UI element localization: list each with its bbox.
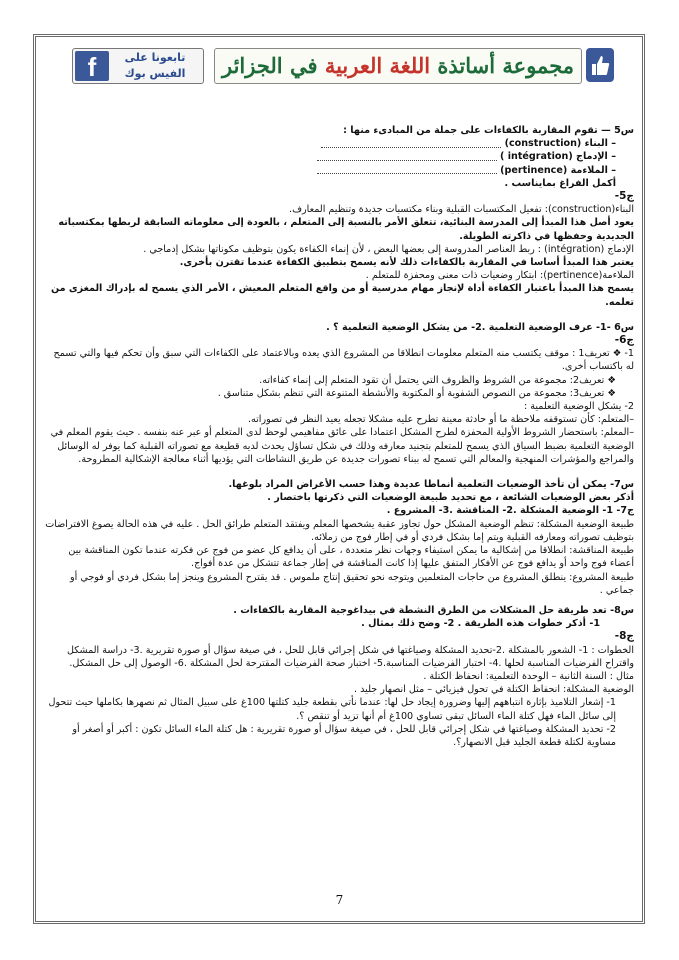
question-8-parts: 1- أذكر خطوات هذه الطريقة . 2- وضح ذلك بمثال .	[361, 618, 600, 630]
group-banner	[214, 48, 582, 84]
principle-construction: – البناء (construction)	[44, 137, 634, 150]
page-header	[68, 44, 614, 90]
facebook-f-icon: f	[75, 51, 109, 81]
question-7: س7- يمكن أن تأخذ الوضعيات التعلمية أنماطا عديدة وهذا حسب الأغراض المراد بلوغها.	[228, 479, 634, 491]
answer-8-steps: الخطوات : 1- الشعور بالمشكلة .2-تحديد المشكلة وصياغتها في شكل إجرائي قابل للحل ، في صيغة سؤال أو صورة تقريرية .3- دراسة المشكل واقتراح الفرضيات المناسبة لحلها .4- اختبار الفرضيات المناسبة.5- اختبار صحة الفرضيات المقترحة لحل المشكلة .6- الوصول إلى حل المشكل.	[66, 644, 634, 669]
banner-part1: مجموعة أساتذة	[430, 53, 574, 78]
fill-blank	[317, 152, 497, 161]
answer-6-def3: ❖ تعريف3: مجموعة من النصوص الشفوية أو المكتوبة والأنشطة المتنوعة التي تنظم بشكل متناسق .	[217, 387, 616, 399]
answer-5-integration: الإدماج (intégration) : ربط العناصر المدروسة إلى بعضها البعض ، لأن إنماء الكفاءة يكون بتوظيف مكوناتها بشكل إدماجي .	[143, 243, 634, 255]
answer-5-label: ج5-	[614, 190, 634, 203]
answer-7-discussion: طبيعة المناقشة: انطلاقا من إشكالية ما يمكن استيفاء وجهات نظر متعددة ، على أن يدافع كل عضو من فوج عن فكرته عندما تكون المناقشة بين أعضاء فوج واحد أو يدافع فوج عن الأفكار المتفق عليها إذا كانت المناقشة في إطار جماعة تتشكل من عدة أفواج.	[68, 545, 634, 570]
answer-5-pertinence-note: يسمح هذا المبدأ باعتبار الكفاءة أداة لإنجاز مهام مدرسية أو من واقع المتعلم المعيش ، الأمر الذي يسمح له بإدراك المغزى من تعلمه.	[50, 283, 634, 308]
document-body	[44, 124, 634, 749]
question-5: س5 — تقوم المقاربة بالكفاءات على جملة من المبادىء منها :	[343, 125, 634, 136]
answer-5-construction-note: يعود أصل هذا المبدأ إلى المدرسة البنائية، تتعلق الأمر بالنسبة إلى المتعلم ، بالعودة إلى معلوماته السابقة لربطها بمكتسباته الجديدية وحفظها في ذاكرته الطويلة.	[58, 217, 634, 242]
answer-6-part2: 2- يشكل الوضعية التعلمية :	[523, 401, 634, 413]
facebook-follow-line1: تابعونا على	[124, 51, 186, 64]
answer-7-project: طبيعة المشروع: ينطلق المشروع من حاجات المتعلمين ويتوجه نحو تحقيق إنتاج ملموس . قد يقترح المشروع وينجز إما بشكل فردي أو فوجي أو جماعي .	[70, 571, 634, 596]
banner-part2: اللغة العربية	[324, 53, 431, 78]
answer-6-def2: ❖ تعريف2: مجموعة من الشروط والظروف التي يحتمل أن تقود المتعلم إلى إنماء كفاءاته.	[259, 374, 616, 386]
answer-6-teacher: –المعلم: باستحضار الشروط الأولية المحفزة لطرح المشكل اعتمادا على عائق مفاهيمي لوحظ لدى المتعلم أو عبر عنه بنفسه . حيث يقوم المعلم في الوضعية التعلمية بضبط السياق الذي يسمح للمتعلم بتجنيد معارفه وذلك في شكل تساؤل يحدث لديه قطيعة مع تصوراته القبلية كما يوفر له الوسائل والمراجع والمؤشرات المنهجية والمعالم التي تسمح له ببناء تصورات جديدة عن طريق النشاطات التي يؤديها أثناء معالجة الإشكالية المطروحة.	[50, 427, 634, 465]
principle-integration: – الإدماج (intégration )	[44, 150, 634, 163]
facebook-follow-text	[111, 50, 199, 82]
facebook-follow-line2: الفيس بوك	[124, 67, 186, 80]
answer-7-problem-situation: طبيعة الوضعية المشكلة: تنظم الوضعية المشكل حول تجاوز عقبة يشخصها المعلم ويفتقد المتعلم طرائق الحل . عليه في هذه الحالة يصوغ الافتراضات بتوظيف تصوراته ومعارفه القبلية ويتم إما بشكل فردي أو في إطار فوج من زملائه.	[45, 518, 634, 543]
answer-7-list: ج7- 1- الوضعية المشكلة .2- المناقشة .3- المشروع .	[386, 505, 634, 517]
answer-6-label: ج6-	[614, 334, 634, 347]
answer-8-problem: الوضعية المشكلة: انحفاظ الكتلة في تحول فيزيائي – مثل انصهار جليد .	[354, 684, 634, 696]
answer-6-learner: –المتعلم: كأن تستوقفه ملاحظة ما أو حادثة معينة تطرح عليه مشكلا تجعله يعيد النظر في تصوراته.	[247, 414, 634, 426]
question-8: س8- تعد طريقة حل المشكلات من الطرق النشطة في بيداغوجية المقاربة بالكفاءات .	[233, 604, 634, 616]
banner-part3: في الجزائر	[222, 53, 325, 78]
principle-pertinence: – الملاءمة (pertinence)	[44, 164, 634, 177]
facebook-follow-badge[interactable]	[72, 48, 204, 84]
answer-5-integration-note: يعتبر هذا المبدأ أساسا في المقاربة بالكفاءات ذلك لأنه يسمح بتطبيق الكفاءة عندما تقترن بأخرى.	[179, 257, 634, 269]
question-7-instruction: أذكر بعض الوضعيات الشائعة ، مع تحديد طبيعة الوضعيات التي ذكرتها باختصار .	[267, 492, 634, 504]
answer-6-def1: 1- ❖ تعريف1 : موقف يكتسب منه المتعلم معلومات انطلاقا من المشروع الذي يعده وبالاعتماد على الكفاءات التي سبق وأن تحكم فيها والتي تسمح له باكتساب أخرى.	[53, 348, 634, 373]
answer-5-pertinence: الملاءمة(pertinence): ابتكار وضعيات ذات معنى ومحفزة للمتعلم .	[365, 270, 634, 282]
instruction-fill: أكمل الفراغ بمايناسب .	[504, 177, 616, 189]
answer-8-step2: 2- تحديد المشكلة وصياغتها في شكل إجرائي قابل للحل ، في صيغة سؤال أو صورة تقريرية : هل كتلة الماء السائل تكون : أكبر أو أصغر أو مساوية لكتلة قطعة الجليد قبل الانصهار؟.	[72, 723, 616, 748]
fill-blank	[317, 165, 497, 174]
thumbs-up-icon	[586, 48, 614, 82]
answer-8-step1: 1- إشعار التلاميذ بإثارة انتباههم إليها وضرورة إيجاد حل لها: عندما نأتي بقطعة جليد كتلتها 100غ على سبيل المثال ثم نصهرها بكاملها حيث تتحول إلى سائل الماء فهل كتلة الماء السائل تبقى تساوي 100غ أم أنها تزيد أو تنقص ؟.	[48, 697, 616, 722]
answer-8-example: مثال : السنة الثانية – الوحدة التعلمية: انحفاظ الكتلة .	[423, 670, 634, 682]
answer-8-label: ج8-	[614, 630, 634, 643]
page-number: 7	[335, 893, 344, 907]
fill-blank	[321, 139, 501, 148]
answer-5-construction: البناء(construction): تفعيل المكتسبات القبلية وبناء مكتسبات جديدة وتنظيم المعارف.	[289, 204, 634, 216]
question-6: س6 -1- عرف الوضعية التعلمية .2- من يشكل الوضعية التعلمية ؟ .	[326, 321, 634, 333]
